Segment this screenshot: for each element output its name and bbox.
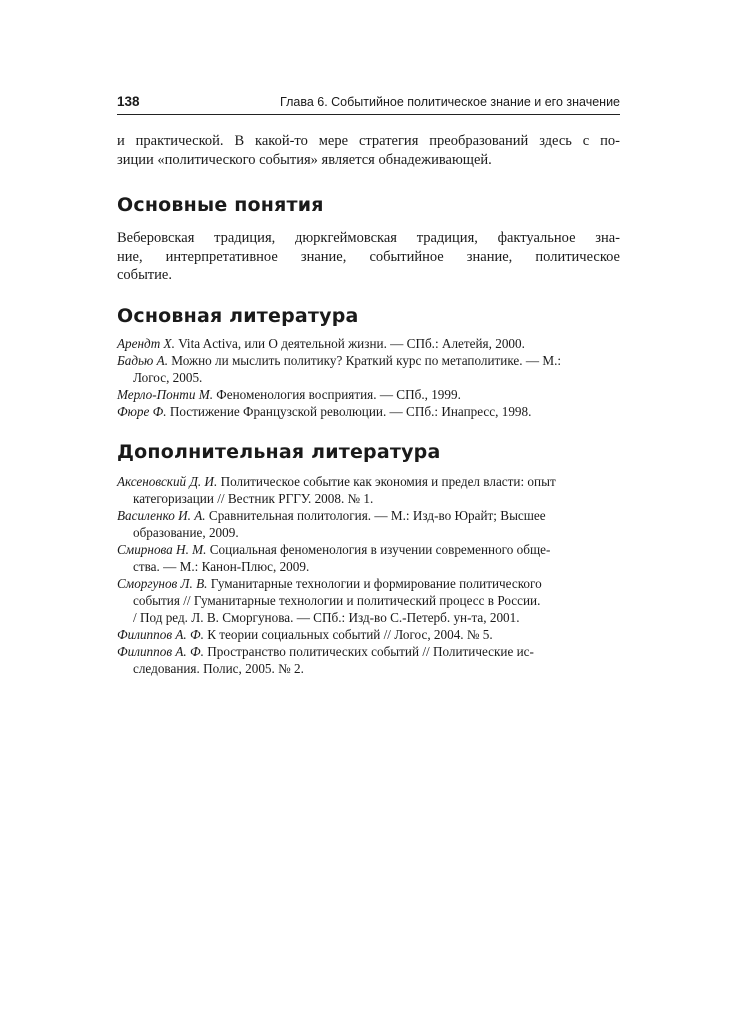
section-heading-main-literature: Основная литература bbox=[117, 305, 359, 327]
reference-line bbox=[117, 473, 620, 490]
main-literature-list bbox=[117, 335, 620, 420]
reference-author: Филиппов А. Ф. bbox=[117, 644, 204, 659]
reference-line bbox=[117, 403, 620, 420]
reference-text: Можно ли мыслить политику? Краткий курс по метаполитике. — М.: bbox=[171, 353, 562, 368]
text-line: Веберовская традиция, дюркгеймовская традиция, фактуальное зна- bbox=[117, 230, 620, 246]
reference-line bbox=[117, 335, 620, 352]
reference-line-continuation: Логос, 2005. bbox=[133, 370, 203, 385]
reference-line bbox=[117, 507, 620, 524]
additional-literature-list bbox=[117, 473, 620, 677]
reference-line bbox=[117, 386, 620, 403]
reference-author: Фюре Ф. bbox=[117, 404, 167, 419]
reference-item bbox=[117, 403, 620, 420]
reference-line-continuation: ства. — М.: Канон-Плюс, 2009. bbox=[133, 559, 310, 574]
reference-item bbox=[117, 473, 620, 507]
reference-author: Филиппов А. Ф. bbox=[117, 627, 204, 642]
concepts-paragraph bbox=[117, 229, 620, 285]
page-number: 138 bbox=[117, 94, 140, 109]
reference-item bbox=[117, 507, 620, 541]
reference-author: Сморгунов Л. В. bbox=[117, 576, 208, 591]
reference-line bbox=[117, 626, 620, 643]
reference-item bbox=[117, 386, 620, 403]
intro-paragraph bbox=[117, 132, 620, 169]
reference-author: Смирнова Н. М. bbox=[117, 542, 207, 557]
section-heading-concepts: Основные понятия bbox=[117, 194, 324, 216]
reference-item bbox=[117, 335, 620, 352]
reference-text: Гуманитарные технологии и формирование политического bbox=[210, 576, 542, 591]
reference-item bbox=[117, 626, 620, 643]
reference-text: Сравнительная политология. — М.: Изд-во Юрайт; Высшее bbox=[208, 508, 546, 523]
reference-line bbox=[117, 575, 620, 592]
running-title: Глава 6. Событийное политическое знание и его значение bbox=[280, 95, 620, 109]
reference-text: Vita Activa, или О деятельной жизни. — СПб.: Алетейя, 2000. bbox=[178, 336, 525, 351]
reference-line-continuation: образование, 2009. bbox=[133, 525, 239, 540]
reference-text: К теории социальных событий // Логос, 2004. № 5. bbox=[207, 627, 493, 642]
reference-text: Феноменология восприятия. — СПб., 1999. bbox=[216, 387, 461, 402]
text-line: зиции «политического события» является обнадеживающей. bbox=[117, 151, 492, 168]
reference-text: Социальная феноменология в изучении современного обще- bbox=[209, 542, 551, 557]
reference-line-continuation: следования. Полис, 2005. № 2. bbox=[133, 661, 304, 676]
reference-line-continuation: события // Гуманитарные технологии и политический процесс в России. bbox=[133, 593, 541, 608]
reference-author: Василенко И. А. bbox=[117, 508, 206, 523]
reference-item bbox=[117, 352, 620, 386]
reference-author: Бадью А. bbox=[117, 353, 168, 368]
reference-line bbox=[117, 643, 620, 660]
reference-text: Пространство политических событий // Политические ис- bbox=[207, 644, 534, 659]
reference-author: Аксеновский Д. И. bbox=[117, 474, 218, 489]
reference-author: Мерло-Понти М. bbox=[117, 387, 213, 402]
reference-item bbox=[117, 541, 620, 575]
section-heading-additional-literature: Дополнительная литература bbox=[117, 441, 441, 463]
reference-line bbox=[117, 352, 620, 369]
reference-item bbox=[117, 643, 620, 677]
reference-line-continuation: / Под ред. Л. В. Сморгунова. — СПб.: Изд-во С.-Петерб. ун-та, 2001. bbox=[133, 610, 520, 625]
page-header bbox=[117, 92, 620, 115]
text-line: ние, интерпретативное знание, событийное знание, политическое bbox=[117, 248, 620, 265]
reference-item bbox=[117, 575, 620, 626]
text-line: и практической. В какой-то мере стратегия преобразований здесь с по- bbox=[117, 133, 620, 149]
reference-text: Политическое событие как экономия и предел власти: опыт bbox=[220, 474, 556, 489]
reference-author: Арендт Х. bbox=[117, 336, 175, 351]
reference-text: Постижение Французской революции. — СПб.: Инапресс, 1998. bbox=[169, 404, 532, 419]
reference-line bbox=[117, 541, 620, 558]
text-line: событие. bbox=[117, 267, 172, 283]
reference-line-continuation: категоризации // Вестник РГГУ. 2008. № 1. bbox=[133, 491, 374, 506]
